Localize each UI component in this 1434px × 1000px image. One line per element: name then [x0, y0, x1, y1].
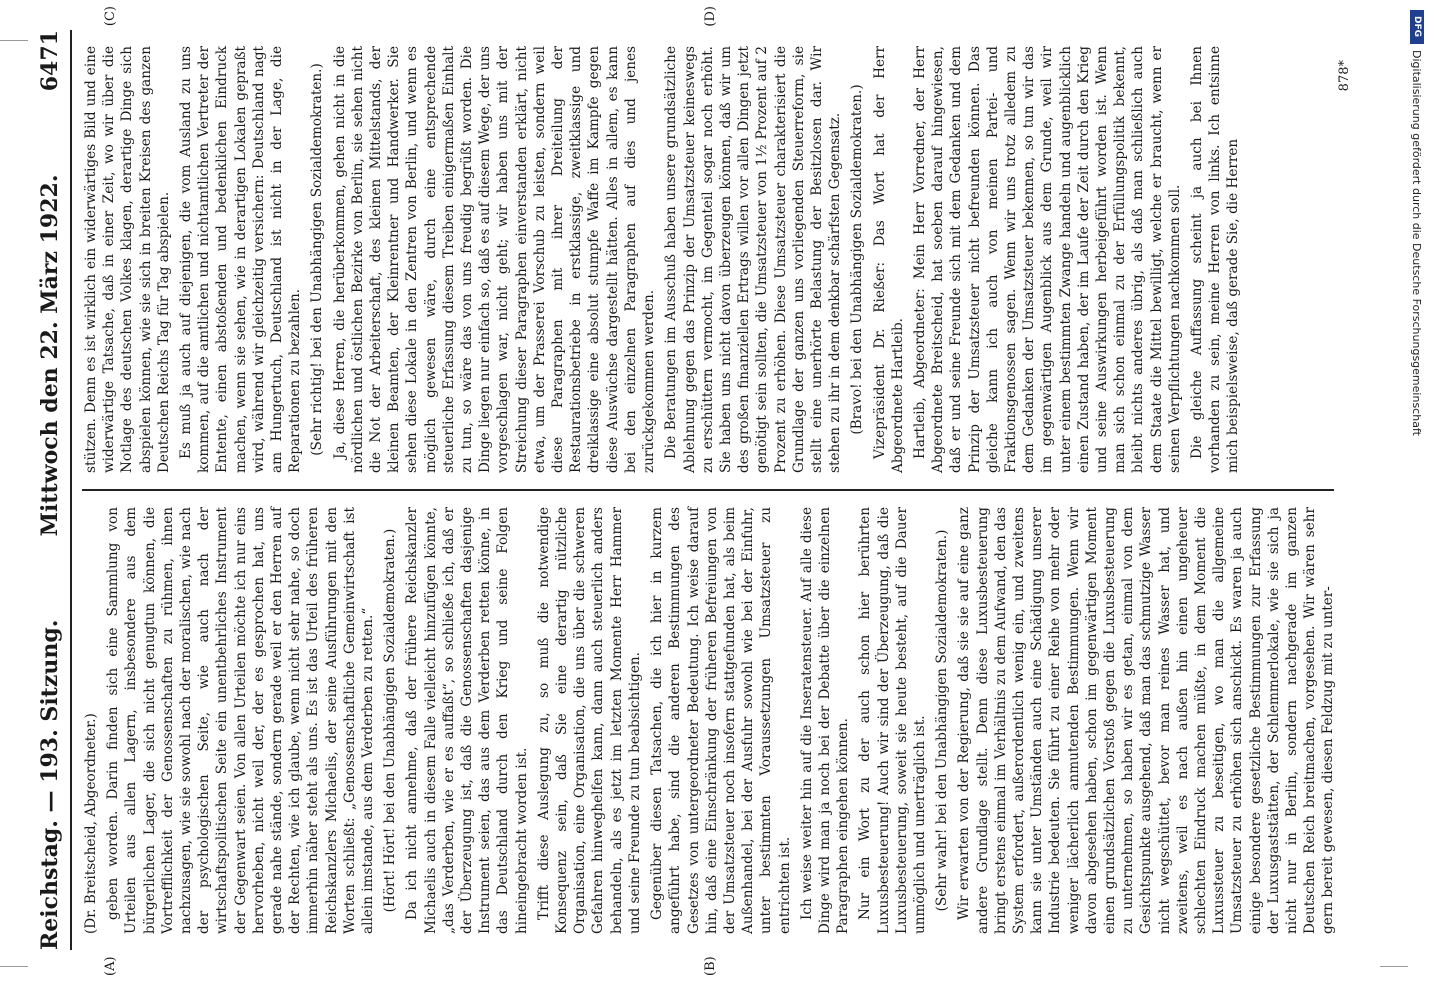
paragraph: Ja, diese Herren, die herüberkommen, gehen nicht in die nördlichen und östlichen Bezirke von Berlin, sie sehen nicht die Not der Arbeiterschaft, des kleinen Mittelstands, der kleinen Beamten, der Kleinrentner und Handwerker. Sie sehen diese Lokale in den Zentren von Berlin, und wenn es möglich gewesen wäre, durch eine entsprechende steuerliche Erfassung diesem Treiben einigermaßen Einhalt zu tun, so wäre das von uns freudig begrüßt worden. Die Dinge liegen nur einfach so, daß es auf diesem Wege, der uns vorgeschlagen war, nicht geht; wir haben uns mit der Streichung dieser Paragraphen einverstanden erklärt, nicht etwa, um der Prasserei Vorschub zu leisten, sondern weil diese Paragraphen mit ihrer Dreiteilung der Restaurationsbetriebe in erstklassige, zweitklassige und dreiklassige eine absolut stumpfe Waffe im Kampfe gegen diese Auswüchse dargestellt hätten. Alles in allem, es kann bei den einzelnen Paragraphen auf dies und jenes zurückgekommen werden. [331, 46, 658, 473]
header-session: Reichstag. — 193. Sitzung. [37, 619, 63, 950]
scan-margin-tick [0, 40, 28, 41]
paragraph: Es muß ja auch auf diejenigen, die vom Ausland zu uns kommen, auf die amtlichen und nichtamtlichen Vertreter der Entente, einen abstoßenden und bedenklichen Eindruck machen, wenn sie sehen, wie in derartigen Lokalen gepraßt wird, während wir gleichzeitig versichern: Deutschland nagt am Hungertuch, Deutschland ist nicht in der Lage, die Reparationen zu bezahlen. [178, 46, 304, 473]
margin-marker-d: (D) [703, 6, 718, 27]
paragraph: Ich weise weiter hin auf die Inseratensteuer. Auf alle diese Dinge wird man ja noch bei der Debatte über die einzelnen Paragraphen eingehen können. [798, 507, 852, 934]
margin-marker-c: (C) [103, 6, 118, 27]
digitization-sidebar [1408, 10, 1430, 990]
paragraph: stützen. Denn es ist wirklich ein widerwärtiges Bild und eine widerwärtige Tatsache, daß in einer Zeit, wo wir über die Notlage des deutschen Volkes klagen, derartige Dinge sich abspielen können, wie sie sich in breiten Kreisen des ganzen Deutschen Reichs Tag für Tag abspielen. [83, 46, 172, 473]
paragraph: Da ich nicht annehme, daß der frühere Reichskanzler Michaelis auch in diesem Falle vielleicht hinzufügen könnte, „das Verderben, wie er es auffaßt“, so schließe ich, daß er der Überzeugung ist, daß die Genossenschaften dasjenige Instrument seien, das aus dem Verderben retten könne, in das Deutschland durch den Krieg und seine Folgen hineingebracht worden ist. [404, 507, 530, 934]
left-column [82, 491, 1337, 976]
scan-margin-tick [1380, 966, 1408, 967]
right-column [82, 6, 1334, 491]
paragraph: Nur ein Wort zu der auch schon hier berührten Luxusbesteuerung! Auch wir sind der Überzeugung, daß die Luxusbesteuerung, soweit sie heute besteht, auf die Dauer unmöglich und unerträglich ist. [857, 507, 928, 934]
speaker-announcement: Vizepräsident Dr. Rießer: Das Wort hat der Herr Abgeordnete Hartleib. [871, 46, 906, 473]
dfg-logo: DFG [1410, 10, 1424, 44]
text-columns [82, 6, 1337, 976]
paragraph: Gegenüber diesen Tatsachen, die ich hier in kurzem angeführt habe, sind die anderen Bestimmungen des Gesetzes von untergeordneter Bedeutung. Ich weise darauf hin, daß eine Einschränkung der früheren Befreiungen von der Umsatzsteuer noch insofern stattgefunden hat, als beim Außenhandel, bei der Ausfuhr sowohl wie bei der Einfuhr, unter bestimmten Voraussetzungen Umsatzsteuer zu entrichten ist. [649, 507, 793, 934]
header-date: Mittwoch den 22. März 1922. [37, 174, 63, 537]
page-number: 6471 [37, 30, 63, 92]
digitization-credit: Digitalisierung gefördert durch die Deutsche Forschungsgemeinschaft [1410, 50, 1423, 436]
interjection: (Bravo! bei den Unabhängigen Sozialdemokraten.) [849, 84, 866, 435]
interjection: (Sehr richtig! bei den Unabhängigen Sozialdemokraten.) [309, 63, 326, 456]
paragraph: Wir erwarten von der Regierung, daß sie sie auf eine ganz andere Grundlage stellt. Denn diese Luxusbesteuerung bringt erstens einmal im Verhältnis zu dem Aufwand, den das System erfordert, außerordentlich wenig ein, und zweitens kann sie unter Umständen auch eine Schädigung unserer Industrie bedeuten. Sie führt zu einer Reihe von mehr oder weniger lächerlich anmutenden Bestimmungen. Wenn wir davon abgesehen haben, schon im gegenwärtigen Moment einen grundsätzlichen Vorstoß gegen die Luxusbesteuerung zu unternehmen, so haben wir es getan, einmal von dem Gesichtspunkte ausgehend, daß man das schmutzige Wasser nicht wegschüttet, bevor man reines Wasser hat, und zweitens, weil es nach außen hin einen ungeheuer schlechten Eindruck machen müßte, in dem Moment die Luxussteuer zu beseitigen, wo man die allgemeine Umsatzsteuer zu erhöhen sich anschickt. Es waren ja auch einige besondere gesetzliche Bestimmungen zur Erfassung der Luxusgaststätten, der Schlemmerlokale, wie sie sich ja nicht nur in Berlin, sondern nachgerade im ganzen Deutschen Reich breitmachen, vorgesehen. Wir wären sehr gern bereit gewesen, diesen Feldzug mit zu unter- [956, 507, 1337, 934]
interjection: (Hört! Hört! bei den Unabhängigen Sozialdemokraten.) [382, 528, 399, 913]
margin-marker-b: (B) [703, 956, 718, 976]
paragraph: Hartleib, Abgeordneter: Mein Herr Vorredner, der Herr Abgeordnete Breitscheid, hat soeben darauf hingewiesen, daß er und seine Freunde sich mit dem Gedanken und dem Prinzip der Umsatzsteuer nicht befreunden können. Das gleiche kann ich auch von meinen Partei- und Fraktionsgenossen sagen. Wenn wir uns trotz alledem zu dem Gedanken der Umsatzsteuer bekennen, so tun wir das im gegenwärtigen Augenblick aus dem Grunde, weil wir unter einem bestimmten Zwange handeln und augenblicklich einen Zustand haben, der im Laufe der Zeit durch den Krieg und seine Auswirkungen herbeigeführt worden ist. Wenn man sich schon einmal zu der Erfüllungspolitik bekennt, bleibt nichts anderes übrig, als daß man schließlich auch dem Staate die Mittel bewilligt, welche er braucht, wenn er seinen Verpflichtungen nachkommen soll. [911, 46, 1183, 473]
footer-sheet-number: 878* [1337, 60, 1352, 92]
speaker-continuation: (Dr. Breitscheid, Abgeordneter.) [83, 713, 99, 934]
paragraph: Die Beratungen im Ausschuß haben unsere grundsätzliche Ablehnung gegen das Prinzip der Umsatzsteuer keineswegs zu erschüttern vermocht, im Gegenteil sogar noch erhöht. Sie haben uns nicht davon überzeugen können, daß wir um des großen finanziellen Ertrags willen vor allen Dingen jetzt genötigt sein sollten, die Umsatzsteuer von 1½ Prozent auf 2 Prozent zu erhöhen. Diese Umsatzsteuer charakterisiert die Grundlage der ganzen uns vorliegenden Steuerreform, sie stellt eine unerhörte Belastung der Besitzlosen dar. Wir stehen zu ihr in dem denkbar schärfsten Gegensatz. [663, 46, 844, 473]
paragraph: Die gleiche Auffassung scheint ja auch bei Ihnen vorhanden zu sein, meine Herren von links. Ich entsinne mich beispielsweise, daß gerade Sie, die Herren [1188, 46, 1242, 473]
page-header [30, 30, 72, 950]
interjection: (Sehr wahr! bei den Unabhängigen Sozialdemokraten.) [934, 529, 951, 912]
paragraph: geben worden. Darin finden sich eine Sammlung von Urteilen aus allen Lagern, insbesondere aus dem bürgerlichen Lager, die sich nicht genugtun können, die Vortrefflichkeit der Genossenschaften zu rühmen, ihnen nachzusagen, wie sie sowohl nach der moralischen, wie nach der psychologischen Seite, wie auch nach der wirtschaftspolitischen Seite ein unentbehrliches Instrument der Gegenwart seien. Von allen Urteilen möchte ich nur eins hervorheben, nicht weil der, der es gesprochen hat, uns gerade nahe stände, sondern gerade weil er den Herren auf der Rechten, wie ich glaube, wenn nicht sehr nahe, so doch immerhin näher steht als uns. Es ist das Urteil des früheren Reichskanzlers Michaelis, der seine Ausführungen mit den Worten schließt: „Genossenschaftliche Gemeinwirtschaft ist allein imstande, aus dem Verderben zu retten.“ [105, 507, 377, 934]
paragraph: Trifft diese Auslegung zu, so muß die notwendige Konsequenz sein, daß Sie eine derartig nützliche Organisation, eine Organisation, die uns über die schweren Gefahren hinweghelfen kann, dann auch steuerlich anders behandeln, als es jetzt im letzten Momente Herr Hammer und seine Freunde zu tun beabsichtigen. [535, 507, 643, 934]
scan-margin-tick [0, 966, 28, 967]
margin-marker-a: (A) [103, 956, 118, 976]
